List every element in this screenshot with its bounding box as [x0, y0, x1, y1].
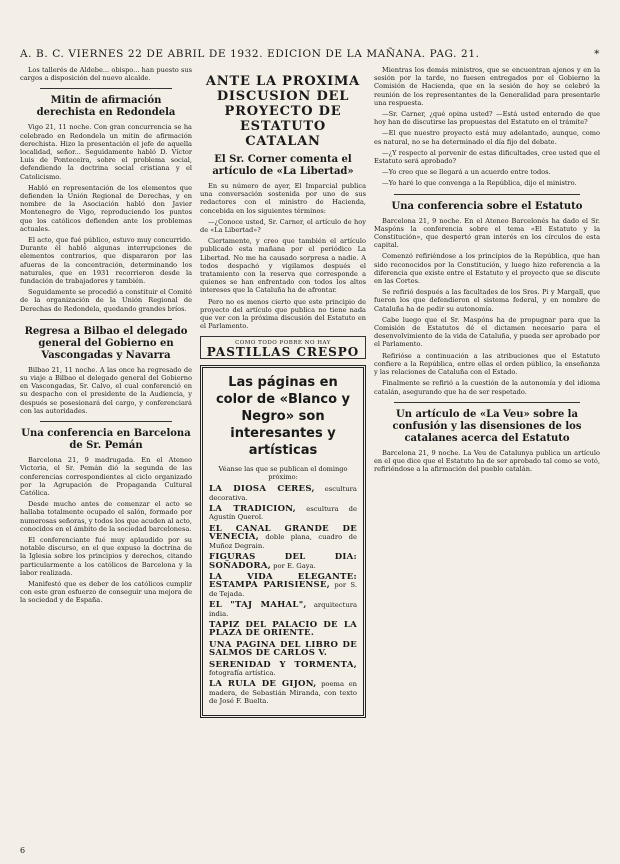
article-title-mitin: Mitin de afirmación derechista en Redondela [36, 95, 176, 119]
article-title-peman: Una conferencia en Barcelona de Sr. Pemán [21, 428, 191, 452]
article-paragraph: —El que nuestro proyecto está muy adelantado, aunque, como es natural, no se ha determinado el día fijo del debate. [374, 129, 600, 146]
ad-tagline: COMO TODO POBRE NO HAY [235, 340, 331, 347]
article-paragraph: —Sr. Carner, ¿qué opina usted? —Está usted enterado de que hoy han de discutirse las propuestas del Estatuto en el trámite? [374, 110, 600, 127]
ad-item-desc: por E. Gaya. [271, 561, 316, 570]
column-middle [200, 66, 366, 718]
ad-item-title: UNA PAGINA DEL LIBRO DE SALMOS DE CARLOS V. [209, 639, 357, 659]
ad-item-title: FIGURAS DEL DIA: SOÑADORA, [209, 552, 357, 571]
article-title-estatuto: ANTE LA PROXIMA DISCUSION DEL PROYECTO DE ESTATUTO CATALAN [205, 74, 361, 149]
article-paragraph: Pero no es menos cierto que este principio de proyecto del artículo que publica no tiene nada que ver con la próxima discusión del Estatuto en el Parlamento. [200, 297, 366, 331]
column-left [20, 66, 192, 608]
ad-item [209, 680, 357, 705]
ad-item [209, 661, 357, 678]
article-paragraph: —Yo haré lo que convenga a la República, dijo el ministro. [382, 179, 577, 188]
article-paragraph: En su número de ayer, El Imparcial publica una conversación sostenida por uno de sus redactores con el ministro de Hacienda, concebida en los siguientes términos: [200, 182, 366, 215]
article-title-bilbao: Regresa a Bilbao el delegado general del Gobierno en Vascongadas y Navarra [24, 325, 188, 361]
ad-item-title: LA DIOSA CERES, [209, 484, 315, 495]
article-paragraph: Barcelona 21, 9 madrugada. En el Ateneo Victoria, el Sr. Pemán dió la segunda de las conferencias correspondientes al ciclo organizado por la Agrupación de Propaganda Cultural Católica. [20, 456, 192, 497]
article-title-conferencia: Una conferencia sobre el Estatuto [391, 200, 583, 212]
footer-mark: 6 [20, 846, 26, 855]
article-title-veu: Un artículo de «La Veu» sobre la confusión y las disensiones de los catalanes acerca del Estatuto [392, 408, 582, 444]
column-right [374, 66, 600, 476]
ad-headline: Las páginas en color de «Blanco y Negro» son interesantes y artísticas [215, 374, 351, 458]
ad-item-desc: fotografía artística. [209, 668, 276, 677]
ad-item-title: LA VIDA ELEGANTE: ESTAMPA PARISIENSE, [209, 571, 357, 591]
article-paragraph: Comenzó refiriéndose a los principios de la República, que han sido reconocidos por la Constitución, y luego hizo referencia a la diferencia que existe entre el Estatuto y el proyecto que se discute en las Cortes. [374, 252, 600, 286]
article-paragraph: Bilbao 21, 11 noche. A las once ha regresado de su viaje a Bilbao el delegado general del Gobierno en Vascongadas, Sr. Calvo, el cual conferenció en su despacho con el presidente de la Audiencia, y después se posesionará del cargo, y conferenciará con las autoridades. [20, 365, 192, 415]
ad-item [209, 601, 357, 618]
article-paragraph: Manifestó que es deber de los católicos cumplir con este gran esfuerzo de conseguir una mejora de la sociedad y de España. [20, 579, 192, 605]
ad-item-desc: por S. de Tejada. [209, 581, 357, 598]
article-paragraph: Se refirió después a las facultades de los Sres. Pi y Margall, que fueron los que defendieron el sistema federal, y en nombre de Cataluña ha de pedir su autonomía. [374, 288, 600, 313]
article-paragraph: Mientras los demás ministros, que se encuentran ajenos y en la sesión por la tarde, no fuesen entregados por el Gobierno la Comisión de Hacienda, que en la sesión de hoy se celebró la reunión de los representantes de la Generalidad para presentarle una respuesta. [374, 66, 600, 107]
ad-item [209, 573, 357, 598]
ad-item-desc: arquitectura india. [209, 601, 357, 618]
ad-item-desc: escultura decorativa. [209, 485, 357, 502]
article-paragraph: Barcelona 21, 9 noche. En el Ateneo Barcelonés ha dado el Sr. Maspóns la conferencia sobre el tema «El Estatuto y la Constitución», que despertó gran interés en los círculos de esta capital. [374, 216, 600, 250]
article-paragraph: El conferenciante fué muy aplaudido por su notable discurso, en el que expuso la doctrina de la Iglesia sobre los principios y derechos, citando particularmente a los católicos de Barcelona y la labor realizada. [20, 535, 192, 577]
article-paragraph: —Yo creo que se llegará a un acuerdo entre todos. [382, 168, 551, 177]
ad-item-title: EL "TAJ MAHAL", [209, 600, 307, 611]
ad-item [209, 553, 357, 570]
article-paragraph: Seguidamente se procedió a constituir el Comité de la organización de la Unión Regional de Derechas de Redondela, quedando grandes bríos. [20, 288, 192, 313]
article-paragraph: Refirióse a continuación a las atribuciones que el Estatuto confiere a la República, entre ellas el orden público, la enseñanza y las relaciones de Cataluña con el Estado. [374, 351, 600, 377]
article-subtitle: El Sr. Corner comenta el artículo de «La Libertad» [212, 154, 354, 177]
article-paragraph: Desde mucho antes de comenzar el acto se hallaba totalmente ocupado el salón, formado por numerosas señoras, y todos los que acuden al acto, conocidos en el ámbito de la sociedad barcelonesa. [20, 500, 192, 533]
article-paragraph: El acto, que fué público, estuvo muy concurrido. Durante él habló algunas interrupciones de elementos contrarios, que dispararon por las afueras de la concentración, determinando los naturales, que en 1931 recorrieron desde la fundación de trabajadores y también. [20, 236, 192, 286]
ad-item-title: TAPIZ DEL PALACIO DE LA PLAZA DE ORIENTE. [209, 619, 357, 639]
article-paragraph: Habló en representación de los elementos que defienden la Unión Regional de Derechas, y en nombre de la Asociación habló don Javier Montenegro de Vigo, reproduciendo los puntos que los católicos defienden ante los problemas actuales. [20, 183, 192, 233]
ad-item-desc: poema en madera, de Sebastián Miranda, con texto de José F. Buelta. [209, 680, 358, 706]
ad-item-title: EL CANAL GRANDE DE VENECIA, [209, 523, 357, 543]
article-paragraph: Ciertamente, y creo que también el artículo publicado esta mañana por el periódico La Libertad. No me ha causado sorpresa a nadie. A todos despachó y vigilamos después el tratamiento con la reserva que corresponde a quienes se han enfrentado con todos los altos intereses que la Cataluña ha de afrontar. [200, 237, 366, 295]
page-mark: * [594, 48, 600, 60]
divider [40, 88, 172, 89]
divider [40, 319, 172, 320]
ad-item-desc: escultura de Agustín Querol. [209, 505, 357, 522]
ad-item [209, 505, 357, 522]
ad-intro: Véanse las que se publican el domingo próximo: [218, 464, 348, 482]
article-paragraph: Barcelona 21, 9 noche. La Veu de Catalunya publica un artículo en el que dice que el Estatuto ha de ser aprobado tal como se votó, refiriéndose a la afirmación del pueblo catalán. [374, 448, 600, 474]
ad-blanco-y-negro [200, 365, 366, 718]
article-paragraph: Finalmente se refirió a la cuestión de la autonomía y del idioma catalán, asegurando que ha de ser respetado. [374, 379, 600, 396]
divider [394, 402, 580, 403]
article-paragraph: Cabe luego que el Sr. Maspóns ha de propugnar para que la Comisión de Estatutos dé el dictamen necesario para el desenvolvimiento de la vida de Cataluña, y pueda ser aprobado por el Parlamento. [374, 315, 600, 349]
ad-item-title: LA RULA DE GIJON, [209, 679, 317, 690]
ad-item [209, 621, 357, 638]
ad-item [209, 485, 357, 502]
ad-item-title: SERENIDAD Y TORMENTA, [209, 659, 357, 670]
ad-item [209, 525, 357, 550]
ad-item-list [209, 485, 357, 705]
article-paragraph: —¿Y respecto al porvenir de estas dificultades, cree usted que el Estatuto será aprobado? [374, 148, 600, 166]
ad-item-desc: doble plana, cuadro de Muñoz Degrain. [209, 533, 357, 550]
article-paragraph: Vigo 21, 11 noche. Con gran concurrencia se ha celebrado en Redondela un mitin de afirmación derechista. Hizo la presentación el jefe de aquella localidad, señor... Seguidamente habló D. Víctor Luis de Ponteceira, sobre el problema social, defendiendo la doctrina social cristiana y el Catolicismo. [20, 123, 192, 181]
divider [394, 194, 580, 195]
divider [40, 421, 172, 422]
masthead-text: A. B. C. VIERNES 22 DE ABRIL DE 1932. EDICION DE LA MAÑANA. PAG. 21. [20, 48, 480, 60]
ad-pastillas [200, 336, 366, 358]
masthead [20, 48, 600, 62]
ad-item-title: LA TRADICION, [209, 504, 297, 515]
ad-brand: PASTILLAS CRESPO [206, 344, 360, 359]
intro-paragraph: Los tallerés de Aldebe... obispo... han puesto sus cargos a disposición del nuevo alcalde. [20, 66, 192, 83]
article-paragraph: —¿Conoce usted, Sr. Carner, el artículo de hoy de «La Libertad»? [200, 217, 366, 235]
ad-item [209, 641, 357, 658]
